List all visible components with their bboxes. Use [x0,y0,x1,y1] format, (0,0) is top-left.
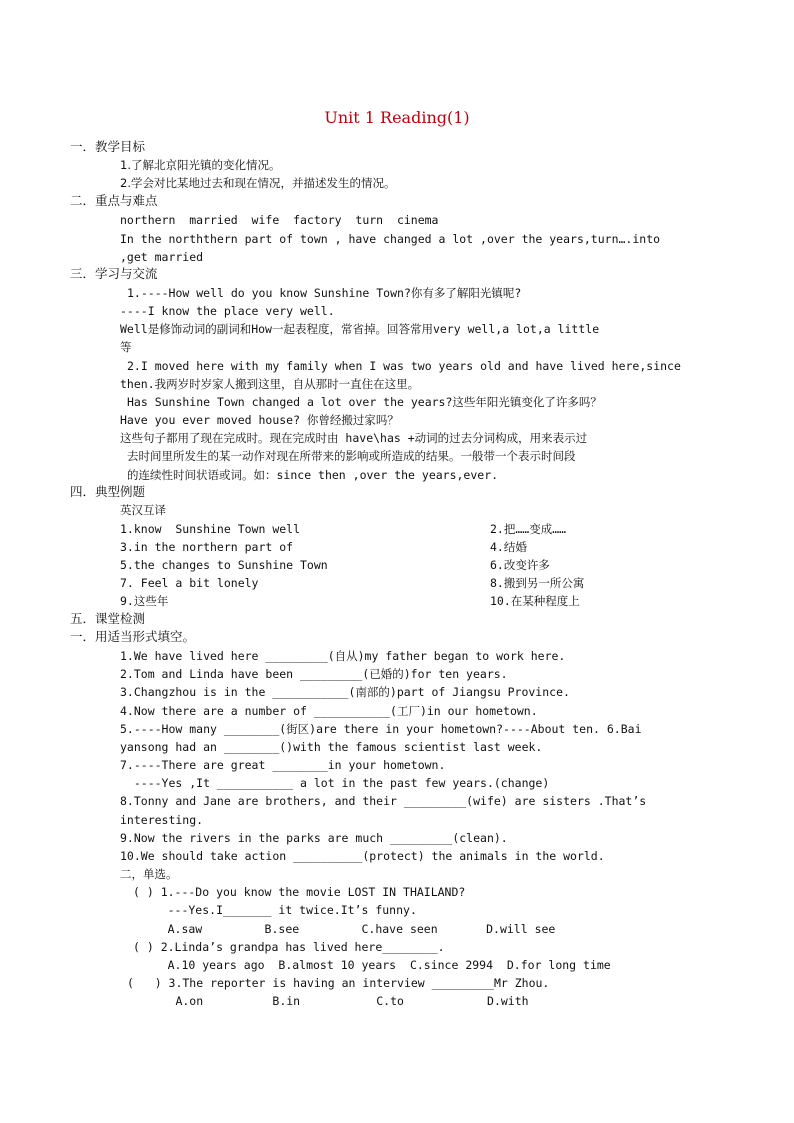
examples-subheading: 英汉互译 [120,503,166,517]
fill-question: interesting. [120,813,204,827]
goal-item: 2.学会对比某地过去和现在情况，并描述发生的情况。 [120,176,396,190]
key-phrases: In the norththern part of town , have changed a lot ,over the years,turn….into [120,232,661,246]
part-heading-mc: 二，单选。 [120,867,178,881]
translation-item: 10.在某种程度上 [490,594,580,608]
translation-item: 1.know Sunshine Town well [120,522,301,536]
section-heading-study: 三．学习与交流 [70,266,158,281]
mc-line: ---Yes.I_______ it twice.It’s funny. [133,903,417,917]
fill-question: yansong had an ________()with the famous scientist last week. [120,740,543,754]
goal-item: 1.了解北京阳光镇的变化情况。 [120,158,281,172]
translation-item: 9.这些年 [120,594,169,608]
study-line: 1.----How well do you know Sunshine Town?你有多了解阳光镇呢? [127,286,522,300]
fill-question: 7.----There are great ________in your hometown. [120,758,446,772]
page-title: Unit 1 Reading(1) [324,108,470,127]
mc-line: A.10 years ago B.almost 10 years C.since 2994 D.for long time [133,958,611,972]
section-heading-test: 五．课堂检测 [70,611,146,626]
study-line: 等 [120,340,132,354]
fill-question: 9.Now the rivers in the parks are much _________(clean). [120,831,508,845]
study-line: 这些句子都用了现在完成时。现在完成时由 have\has +动词的过去分词构成，用来表示过 [120,431,588,445]
mc-line: ( ) 2.Linda’s grandpa has lived here________. [133,940,445,954]
key-words: northern married wife factory turn cinema [120,213,439,227]
study-line: 2.I moved here with my family when I was two years old and have lived here,since [127,359,681,373]
study-line: Has Sunshine Town changed a lot over the years?这些年阳光镇变化了许多吗？ [127,395,602,409]
mc-line: A.on B.in C.to D.with [127,994,529,1008]
translation-item: 7. Feel a bit lonely [120,576,259,590]
key-phrases-cont: ,get married [120,250,204,264]
translation-item: 3.in the northern part of [120,540,294,554]
mc-line: A.saw B.see C.have seen D.will see [133,922,556,936]
translation-item: 2.把……变成…… [490,522,567,536]
translation-item: 6.改变许多 [490,558,550,572]
section-heading-keypoints: 二．重点与难点 [70,193,158,208]
section-heading-examples: 四．典型例题 [70,484,146,499]
study-line: 的连续性时间状语或词。如：since then ,over the years,ever. [127,468,499,482]
fill-question: 1.We have lived here _________(自从)my father began to work here. [120,649,566,663]
study-line: Well是修饰动词的副词和How一起表程度，常省掉。回答常用very well,a lot,a little [120,322,600,336]
part-heading-fill: 一．用适当形式填空。 [70,629,196,644]
translation-item: 8.搬到另一所公寓 [490,576,585,590]
study-line: 去时间里所发生的某一动作对现在所带来的影响或所造成的结果。一般带一个表示时间段 [127,449,576,463]
fill-question: 5.----How many ________(街区)are there in your hometown?----About ten. 6.Bai [120,722,642,736]
study-line: then.我两岁时岁家人搬到这里，自从那时一直住在这里。 [120,377,420,391]
translation-item: 5.the changes to Sunshine Town [120,558,328,572]
fill-question: 8.Tonny and Jane are brothers, and their _________(wife) are sisters .That’s [120,794,647,808]
fill-question: 4.Now there are a number of ___________(工厂)in our hometown. [120,704,538,718]
mc-line: ( ) 1.---Do you know the movie LOST IN THAILAND? [133,885,466,899]
fill-question: 3.Changzhou is in the ___________(南部的)part of Jiangsu Province. [120,685,570,699]
translation-item: 4.结婚 [490,540,527,554]
study-line: ----I know the place very well. [120,304,335,318]
section-heading-goals: 一．教学目标 [70,139,146,154]
study-line: Have you ever moved house? 你曾经搬过家吗？ [120,413,399,427]
fill-question: 10.We should take action __________(protect) the animals in the world. [120,849,605,863]
fill-question: 2.Tom and Linda have been _________(已婚的)for ten years. [120,667,508,681]
mc-line: ( ) 3.The reporter is having an interview _________Mr Zhou. [127,976,550,990]
fill-question: ----Yes ,It ___________ a lot in the past few years.(change) [120,776,550,790]
